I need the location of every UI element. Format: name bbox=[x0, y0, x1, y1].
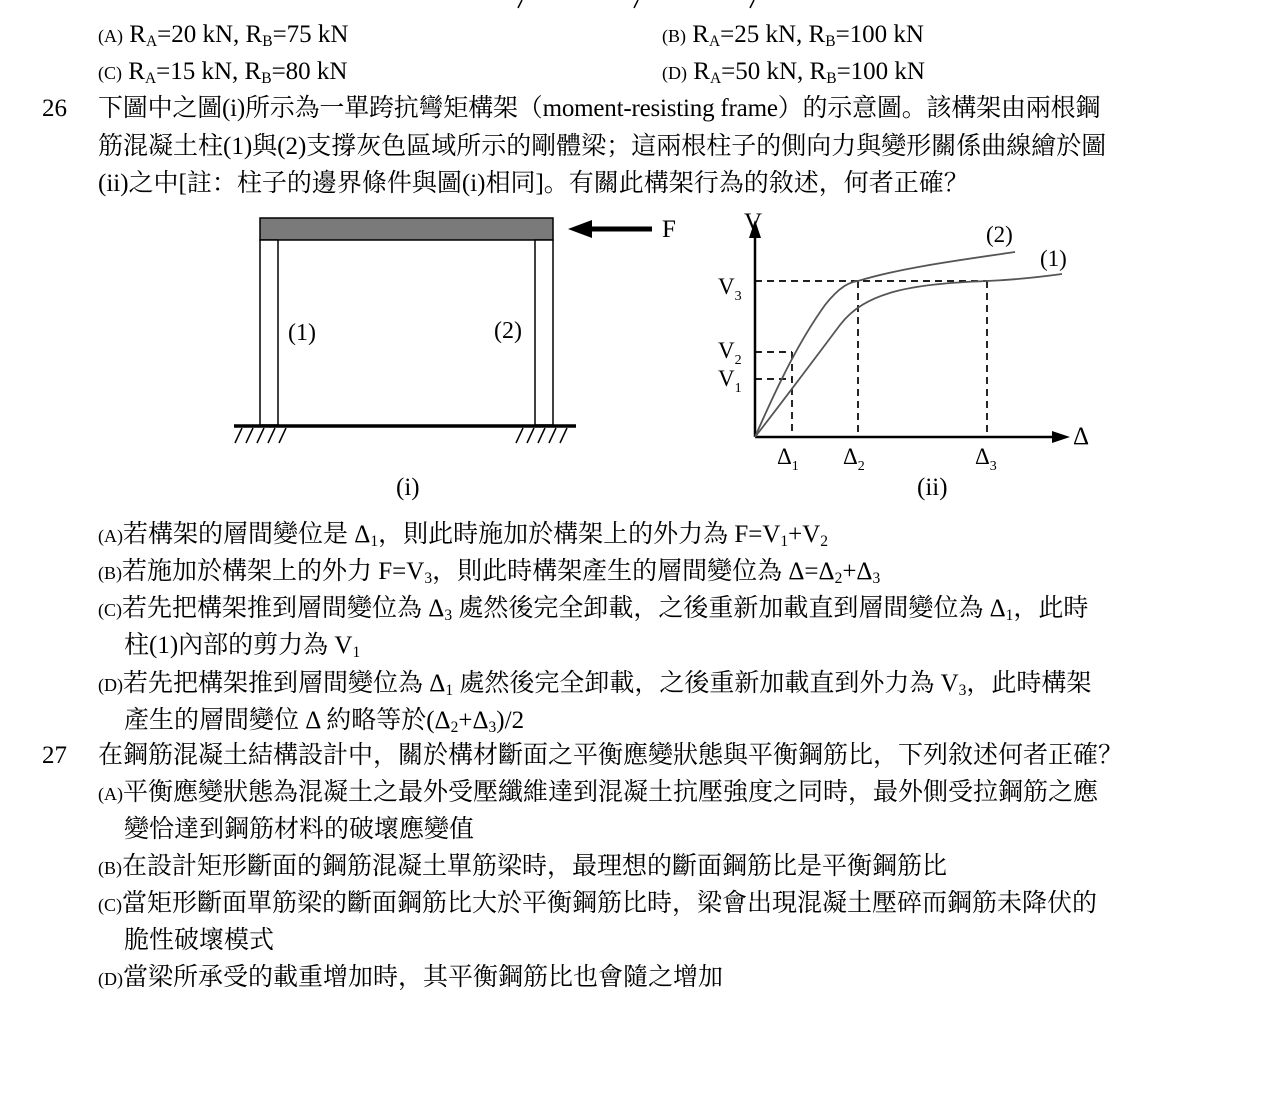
q27-option-c: (C)當矩形斷面單筋梁的斷面鋼筋比大於平衡鋼筋比時，梁會出現混凝土壓碎而鋼筋未降伏的 bbox=[98, 890, 1098, 917]
q27-option-d: (D)當梁所承受的載重增加時，其平衡鋼筋比也會隨之增加 bbox=[98, 964, 724, 991]
rigid-beam bbox=[260, 218, 553, 240]
figure-i-caption: (i) bbox=[396, 474, 420, 501]
prev-option-c: (C) $R_A=15$ kN, $R_B=80$ kN bbox=[98, 58, 348, 87]
q27-option-c-line-2: 脆性破壞模式 bbox=[124, 927, 275, 954]
question-26-number: 26 bbox=[42, 95, 67, 122]
figure-ii-caption: (ii) bbox=[917, 474, 948, 501]
question-27-number: 27 bbox=[42, 742, 67, 769]
figure-ii-chart bbox=[700, 200, 1120, 505]
curve-2-label: (2) bbox=[986, 222, 1013, 247]
q26-option-b: (B)若施加於構架上的外力 $F=V_3$，則此時構架產生的層間變位為 $\Delta=\Delta_2+\Delta_3$ bbox=[98, 558, 881, 587]
ground-hatch-right bbox=[516, 428, 567, 443]
v2-label: $V_2$ bbox=[718, 338, 742, 368]
v1-label: $V_1$ bbox=[718, 366, 742, 396]
q27-option-a: (A)平衡應變狀態為混凝土之最外受壓纖維達到混凝土抗壓強度之同時，最外側受拉鋼筋之應 bbox=[98, 779, 1099, 806]
delta-axis-label: Δ bbox=[1073, 423, 1090, 450]
column-1 bbox=[260, 240, 278, 425]
column-2 bbox=[535, 240, 553, 425]
prev-option-d: (D) $R_A=50$ kN, $R_B=100$ kN bbox=[662, 58, 925, 87]
q26-option-d: (D)若先把構架推到層間變位為 $\Delta_1$ 處然後完全卸載，之後重新加載直到外力為 $V_3$，此時構架 bbox=[98, 670, 1092, 699]
delta-axis-arrow bbox=[1052, 431, 1070, 443]
v3-label: $V_3$ bbox=[718, 274, 742, 304]
delta1-label: $\Delta_1$ bbox=[777, 444, 799, 474]
column-1-label: (1) bbox=[288, 320, 316, 346]
q27-option-a-line-2: 變恰達到鋼筋材料的破壞應變值 bbox=[124, 816, 475, 843]
q26-option-c-line-2: 柱(1)內部的剪力為 $V_1$ bbox=[124, 632, 361, 661]
ground-hatch-left bbox=[235, 428, 286, 443]
column-2-label: (2) bbox=[494, 318, 522, 344]
figure-i-frame bbox=[220, 205, 690, 505]
force-label: F bbox=[662, 216, 676, 243]
question-27-text: 在鋼筋混凝土結構設計中，關於構材斷面之平衡應變狀態與平衡鋼筋比，下列敘述何者正確？ bbox=[98, 742, 1124, 769]
q26-option-d-line-2: 產生的層間變位 Δ 約略等於$(\Delta_2+\Delta_3)/2$ bbox=[124, 707, 525, 736]
dashed-guides bbox=[755, 281, 987, 437]
force-arrow-head bbox=[568, 220, 592, 238]
question-26-text-line-2: 筋混凝土柱(1)與(2)支撐灰色區域所示的剛體梁；這兩根柱子的側向力與變形關係曲線繪於圖 bbox=[98, 133, 1107, 160]
delta2-label: $\Delta_2$ bbox=[843, 444, 865, 474]
prev-option-a: (A) $R_A=20$ kN, $R_B=75$ kN bbox=[98, 21, 349, 50]
curve-1-label: (1) bbox=[1040, 246, 1067, 271]
question-26-text-line-1: 下圖中之圖(i)所示為一單跨抗彎矩構架（moment-resisting frame）的示意圖。該構架由兩根鋼 bbox=[98, 95, 1101, 122]
previous-figure-fragment bbox=[0, 0, 1274, 10]
q26-option-a: (A)若構架的層間變位是 $\Delta_1$，則此時施加於構架上的外力為 $F=V_1+V_2$ bbox=[98, 521, 829, 550]
prev-option-b: (B) $R_A=25$ kN, $R_B=100$ kN bbox=[662, 21, 924, 50]
q27-option-b: (B)在設計矩形斷面的鋼筋混凝土單筋梁時，最理想的斷面鋼筋比是平衡鋼筋比 bbox=[98, 853, 948, 880]
q26-option-c: (C)若先把構架推到層間變位為 $\Delta_3$ 處然後完全卸載，之後重新加載直到層間變位為 $\Delta_1$，此時 bbox=[98, 595, 1089, 624]
curve-column-1 bbox=[755, 274, 1062, 437]
delta3-label: $\Delta_3$ bbox=[975, 444, 997, 474]
curve-column-2 bbox=[755, 252, 1015, 437]
v-axis-label: V bbox=[744, 209, 763, 236]
question-26-text-line-3: (ii)之中[註：柱子的邊界條件與圖(i)相同]。有關此構架行為的敘述，何者正確？ bbox=[98, 170, 969, 197]
